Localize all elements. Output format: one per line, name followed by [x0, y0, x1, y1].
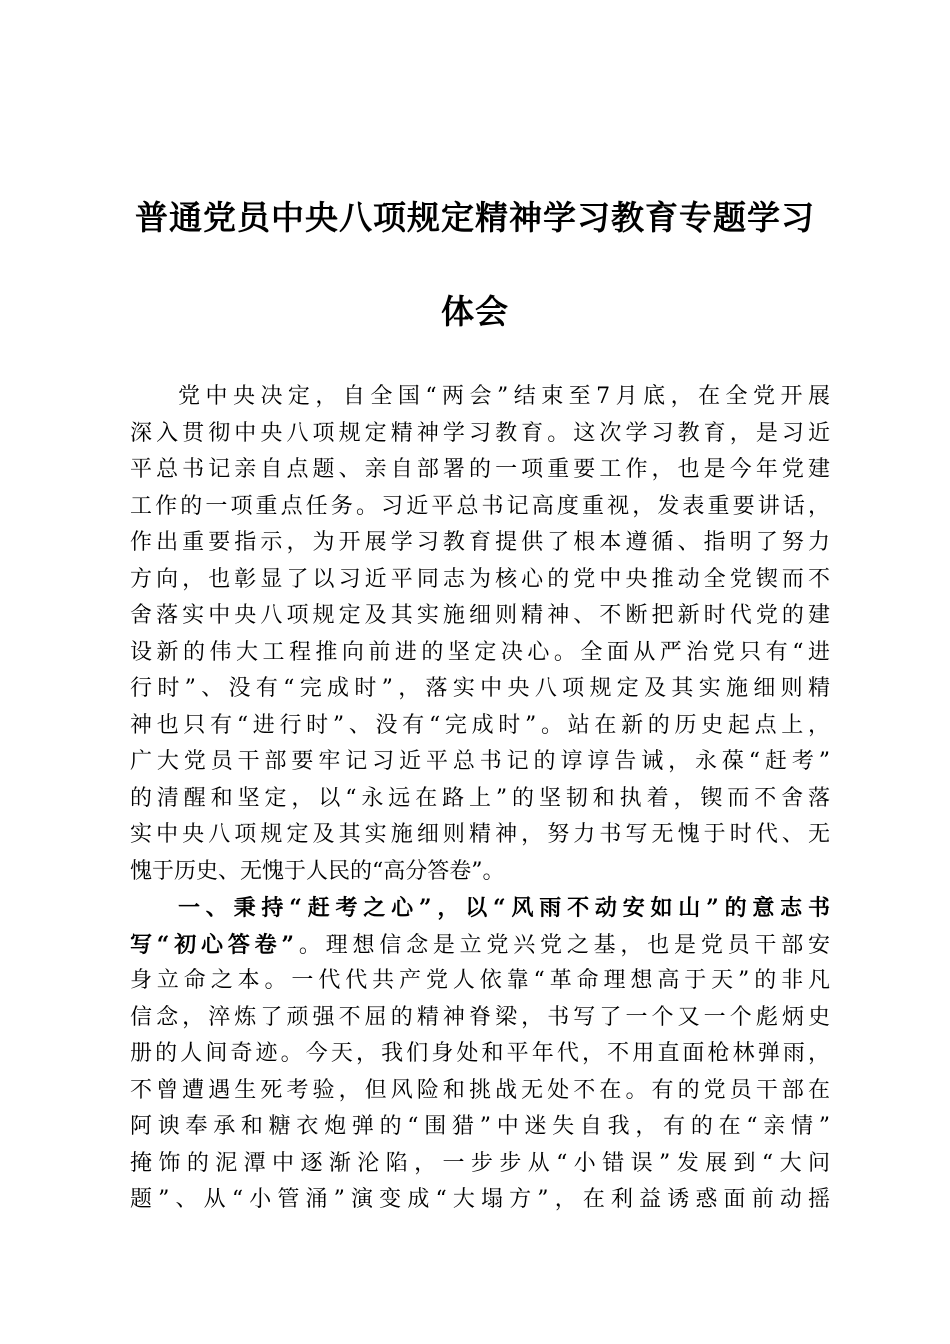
paragraph-1-line: 党中央决定，自全国“两会”结束至7月底，在全党开展 [178, 384, 830, 409]
section-1-heading-continuation [130, 927, 830, 964]
paragraph-1-line: 平总书记亲自点题、亲自部署的一项重要工作，也是今年党建 [130, 457, 830, 482]
paragraph-2-line: 题”、从“小管涌”演变成“大塌方”，在利益诱惑面前动摇 [130, 1187, 830, 1212]
paragraph-2-line: 信念，淬炼了顽强不屈的精神脊梁，书写了一个又一个彪炳史 [130, 1004, 830, 1030]
paragraph-1-line: 广大党员干部要牢记习近平总书记的谆谆告诫，永葆“赶考” [130, 749, 830, 774]
paragraph-2-line: 掩饰的泥潭中逐渐沦陷，一步步从“小错误”发展到“大问 [130, 1150, 830, 1176]
document-body [130, 379, 830, 1219]
paragraph-2-line: 不曾遭遇生死考验，但风险和挑战无处不在。有的党员干部在 [130, 1077, 830, 1103]
paragraph-1-line: 方向，也彰显了以习近平同志为核心的党中央推动全党锲而不 [130, 566, 830, 592]
paragraph-2-line: 身立命之本。一代代共产党人依靠“革命理想高于天”的非凡 [130, 968, 830, 993]
paragraph-1-line: 设新的伟大工程推向前进的坚定决心。全面从严治党只有“进 [130, 639, 830, 665]
paragraph-2-lead: 。理想信念是立党兴党之基，也是党员干部安 [294, 932, 830, 958]
document-title-line-1: 普通党员中央八项规定精神学习教育专题学习 [135, 198, 815, 237]
paragraph-1-line: 愧于历史、无愧于人民的“高分答卷”。 [130, 858, 505, 884]
paragraph-1-line: 作出重要指示，为开展学习教育提供了根本遵循、指明了努力 [130, 530, 830, 555]
paragraph-1-line: 实中央八项规定及其实施细则精神，努力书写无愧于时代、无 [130, 822, 830, 847]
paragraph-1-line: 神也只有“进行时”、没有“完成时”。站在新的历史起点上， [130, 712, 830, 738]
document-title-line-2: 体会 [441, 292, 509, 331]
section-1-heading: 一、秉持“赶考之心”，以“风雨不动安如山”的意志书 [178, 895, 830, 921]
paragraph-2-line: 阿谀奉承和糖衣炮弹的“围猎”中迷失自我，有的在“亲情” [130, 1114, 830, 1139]
paragraph-1-line: 深入贯彻中央八项规定精神学习教育。这次学习教育，是习近 [130, 420, 830, 446]
section-1-heading-tail: 写“初心答卷” [130, 931, 295, 958]
paragraph-1-line: 行时”、没有“完成时”，落实中央八项规定及其实施细则精 [130, 676, 830, 701]
paragraph-1-line: 舍落实中央八项规定及其实施细则精神、不断把新时代党的建 [130, 603, 830, 628]
paragraph-1-line: 工作的一项重点任务。习近平总书记高度重视，发表重要讲话， [130, 493, 830, 519]
paragraph-1-line: 的清醒和坚定，以“永远在路上”的坚韧和执着，锲而不舍落 [130, 785, 830, 811]
paragraph-2-line: 册的人间奇迹。今天，我们身处和平年代，不用直面枪林弹雨， [130, 1041, 830, 1066]
